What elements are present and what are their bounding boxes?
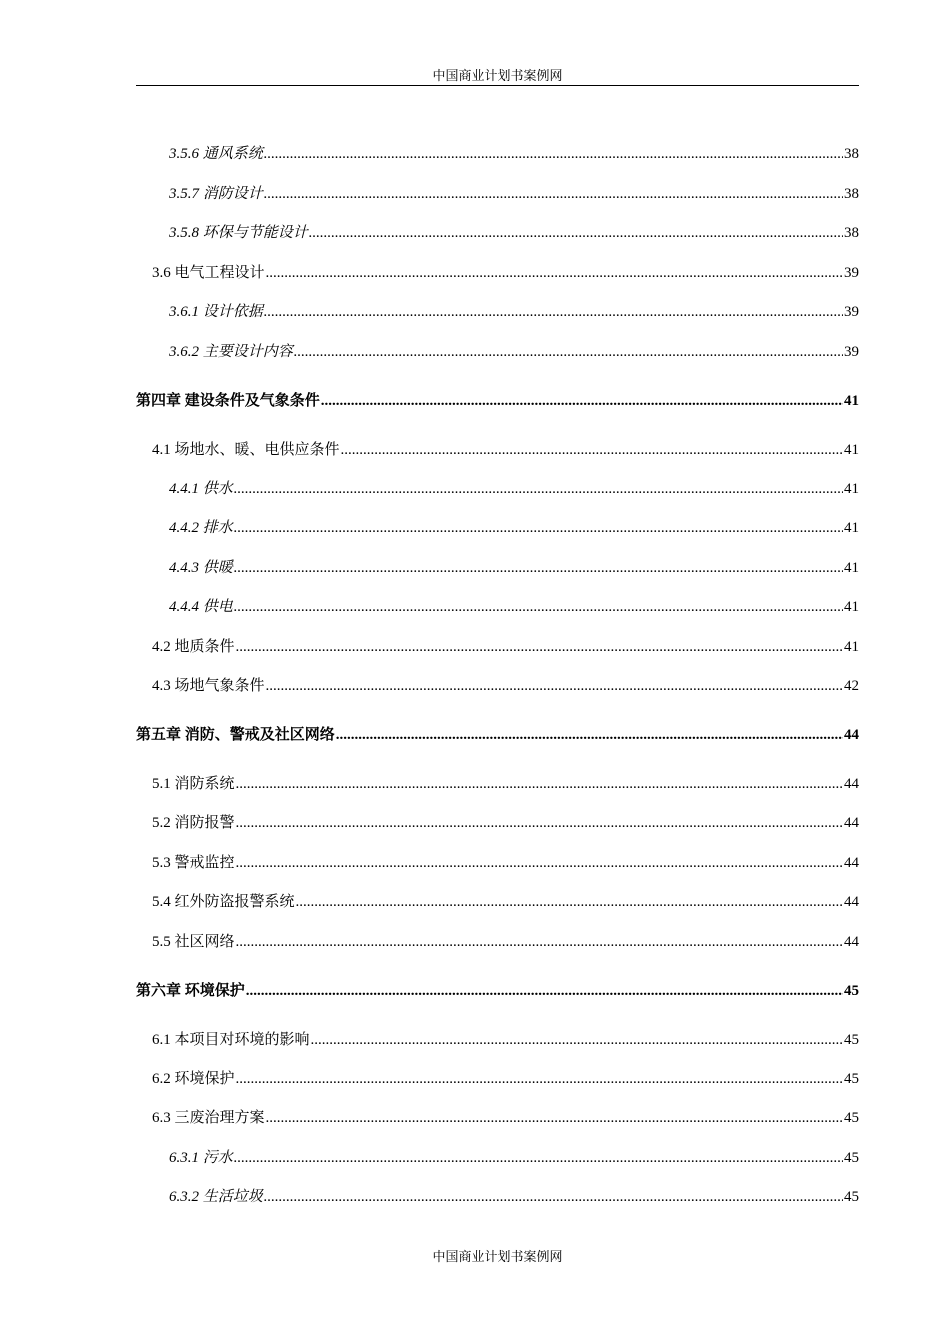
toc-entry-title: 5.3 警戒监控 [152, 855, 235, 871]
page-header: 中国商业计划书案例网 [432, 68, 563, 83]
toc-entry[interactable] [152, 636, 859, 658]
toc-dot-leader [236, 931, 843, 953]
toc-entry[interactable] [169, 301, 859, 323]
toc-dot-leader [264, 183, 843, 205]
toc-dot-leader [234, 1147, 843, 1169]
toc-entry-title: 3.5.6 通风系统 [169, 146, 263, 162]
toc-dot-leader [266, 1107, 843, 1129]
toc-page-number: 44 [844, 934, 859, 950]
toc-entry[interactable] [136, 980, 859, 1002]
toc-entry-title: 4.4.2 排水 [169, 520, 233, 536]
toc-page-number: 41 [844, 393, 859, 409]
toc-entry[interactable] [152, 1107, 859, 1129]
toc-entry-title: 4.2 地质条件 [152, 639, 235, 655]
toc-dot-leader [234, 478, 843, 500]
toc-entry-title: 3.6.2 主要设计内容 [169, 344, 293, 360]
toc-dot-leader [341, 439, 843, 461]
toc-dot-leader [311, 1029, 843, 1051]
toc-entry-title: 6.3 三废治理方案 [152, 1110, 265, 1126]
toc-entry-title: 第四章 建设条件及气象条件 [136, 393, 320, 409]
toc-page-number: 44 [844, 894, 859, 910]
toc-entry[interactable] [169, 341, 859, 363]
toc-page-number: 45 [844, 1032, 859, 1048]
toc-dot-leader [234, 517, 843, 539]
toc-page-number: 41 [844, 481, 859, 497]
toc-entry[interactable] [169, 1186, 859, 1208]
toc-page-number: 44 [844, 727, 859, 743]
toc-entry-title: 第五章 消防、警戒及社区网络 [136, 727, 335, 743]
toc-page-number: 44 [844, 815, 859, 831]
toc-page-number: 41 [844, 560, 859, 576]
toc-dot-leader [264, 143, 843, 165]
toc-entry[interactable] [152, 773, 859, 795]
toc-entry[interactable] [169, 478, 859, 500]
toc-page-number: 45 [844, 1150, 859, 1166]
toc-page-number: 39 [844, 265, 859, 281]
toc-dot-leader [246, 980, 843, 1002]
toc-entry-title: 6.3.1 污水 [169, 1150, 233, 1166]
page-footer: 中国商业计划书案例网 [432, 1249, 563, 1264]
toc-page-number: 38 [844, 225, 859, 241]
toc-entry-title: 4.4.4 供电 [169, 599, 233, 615]
toc-entry-title: 5.2 消防报警 [152, 815, 235, 831]
toc-entry-title: 3.5.7 消防设计 [169, 186, 263, 202]
toc-dot-leader [236, 1068, 843, 1090]
toc-entry[interactable] [152, 439, 859, 461]
header-divider [136, 85, 859, 86]
toc-entry-title: 第六章 环境保护 [136, 983, 245, 999]
toc-dot-leader [234, 596, 843, 618]
toc-dot-leader [336, 724, 843, 746]
toc-entry[interactable] [169, 557, 859, 579]
toc-entry-title: 3.5.8 环保与节能设计 [169, 225, 308, 241]
toc-entry-title: 5.5 社区网络 [152, 934, 235, 950]
toc-dot-leader [296, 891, 843, 913]
toc-entry[interactable] [169, 1147, 859, 1169]
toc-page-number: 45 [844, 1071, 859, 1087]
toc-entry[interactable] [152, 262, 859, 284]
toc-entry-title: 3.6.1 设计依据 [169, 304, 263, 320]
toc-dot-leader [309, 222, 843, 244]
toc-entry-title: 4.1 场地水、暖、电供应条件 [152, 442, 340, 458]
toc-entry[interactable] [169, 596, 859, 618]
toc-entry[interactable] [152, 852, 859, 874]
toc-page-number: 41 [844, 599, 859, 615]
toc-entry[interactable] [152, 1068, 859, 1090]
toc-dot-leader [294, 341, 843, 363]
toc-dot-leader [234, 557, 843, 579]
toc-entry-title: 4.3 场地气象条件 [152, 678, 265, 694]
toc-entry[interactable] [169, 517, 859, 539]
toc-dot-leader [236, 852, 843, 874]
toc-page-number: 38 [844, 186, 859, 202]
toc-page-number: 45 [844, 1110, 859, 1126]
toc-page-number: 39 [844, 344, 859, 360]
toc-entry-title: 3.6 电气工程设计 [152, 265, 265, 281]
toc-page-number: 41 [844, 520, 859, 536]
toc-dot-leader [236, 812, 843, 834]
toc-entry[interactable] [136, 724, 859, 746]
toc-page-number: 42 [844, 678, 859, 694]
toc-page-number: 41 [844, 639, 859, 655]
toc-page-number: 39 [844, 304, 859, 320]
toc-page-number: 45 [844, 983, 859, 999]
toc-dot-leader [264, 1186, 843, 1208]
toc-entry[interactable] [152, 891, 859, 913]
toc-dot-leader [321, 390, 843, 412]
toc-page-number: 45 [844, 1189, 859, 1205]
toc-entry[interactable] [152, 812, 859, 834]
toc-entry-title: 6.3.2 生活垃圾 [169, 1189, 263, 1205]
toc-entry[interactable] [169, 183, 859, 205]
toc-entry-title: 6.2 环境保护 [152, 1071, 235, 1087]
toc-entry[interactable] [152, 931, 859, 953]
toc-page-number: 41 [844, 442, 859, 458]
toc-entry[interactable] [169, 143, 859, 165]
toc-entry-title: 5.1 消防系统 [152, 776, 235, 792]
toc-entry[interactable] [169, 222, 859, 244]
toc-dot-leader [266, 675, 843, 697]
toc-entry-title: 4.4.3 供暖 [169, 560, 233, 576]
toc-dot-leader [264, 301, 843, 323]
toc-entry-title: 4.4.1 供水 [169, 481, 233, 497]
toc-entry[interactable] [152, 675, 859, 697]
toc-entry-title: 6.1 本项目对环境的影响 [152, 1032, 310, 1048]
toc-dot-leader [236, 636, 843, 658]
toc-entry-title: 5.4 红外防盗报警系统 [152, 894, 295, 910]
toc-entry[interactable] [152, 1029, 859, 1051]
toc-dot-leader [236, 773, 843, 795]
toc-page-number: 38 [844, 146, 859, 162]
toc-dot-leader [266, 262, 843, 284]
toc-entry[interactable] [136, 390, 859, 412]
toc-page-number: 44 [844, 776, 859, 792]
toc-page-number: 44 [844, 855, 859, 871]
